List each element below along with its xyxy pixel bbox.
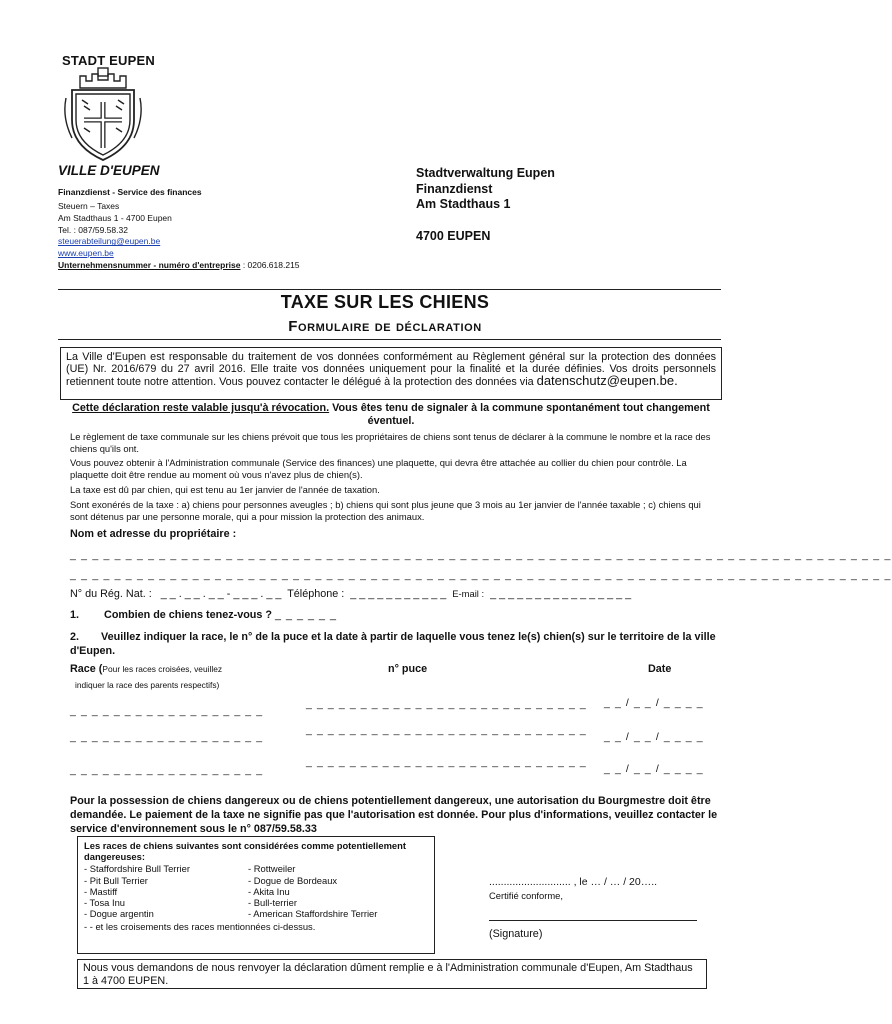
phone-label: Téléphone :	[287, 588, 345, 600]
date-input[interactable]: _ _ / _ _ / _ _ _ _	[604, 697, 704, 709]
coat-of-arms-logo	[62, 68, 144, 162]
recipient-address	[416, 166, 555, 244]
recipient-line: Finanzdienst	[416, 181, 493, 196]
signature-line[interactable]	[489, 920, 697, 921]
info-paragraph: Vous pouvez obtenir à l'Administration communale (Service des finances) une plaquette, qui devra être attachée au collier du chien pour contrôle. La plaquette doit être rendue au moment où vous n'avez plus de chien(s).	[70, 457, 687, 480]
privacy-email: datenschutz@eupen.be.	[536, 373, 678, 388]
page-subtitle: Formulaire de déclaration	[288, 318, 482, 335]
ville-name: VILLE D'EUPEN	[58, 163, 160, 178]
address-line: Am Stadthaus 1 - 4700 Eupen	[58, 212, 172, 223]
validity-rest: Vous êtes tenu de signaler à la commune spontanément tout changement éventuel.	[329, 402, 710, 427]
privacy-notice	[60, 347, 722, 400]
race-input[interactable]: _ _ _ _ _ _ _ _ _ _ _ _ _ _ _ _ _ _	[70, 705, 264, 717]
email-link[interactable]: steuerabteilung@eupen.be	[58, 236, 161, 247]
return-instructions: Nous vous demandons de nous renvoyer la déclaration dûment remplie e à l'Administration communale d'Eupen, Am Stadthaus 1 à 4700 EUPEN.	[77, 959, 707, 989]
validity-underlined: Cette déclaration reste valable jusqu'à révocation.	[72, 402, 330, 414]
reg-input[interactable]: _ _ . _ _ . _ _ - _ _ _ . _ _	[160, 588, 282, 600]
chip-column-header: n° puce	[388, 663, 428, 675]
recipient-line: Stadtverwaltung Eupen	[416, 166, 555, 180]
race-input[interactable]: _ _ _ _ _ _ _ _ _ _ _ _ _ _ _ _ _ _	[70, 764, 264, 776]
place-date-field[interactable]: ............................ , le … / … / 20…..	[489, 876, 658, 888]
recipient-city: 4700 EUPEN	[416, 228, 491, 243]
question-number: 1.	[70, 609, 80, 621]
breed-item: - Bull-terrier	[248, 897, 297, 909]
date-input[interactable]: _ _ / _ _ / _ _ _ _	[604, 731, 704, 743]
question-text: Combien de chiens tenez-vous ?	[104, 609, 272, 621]
breed-item: - Dogue argentin	[84, 908, 154, 920]
dangerous-breeds-box	[77, 836, 435, 954]
breeds-footer: - - et les croisements des races mentionnées ci-dessus.	[84, 921, 316, 933]
breed-item: - Mastiff	[84, 885, 118, 897]
breed-item: - Akita Inu	[248, 885, 290, 897]
signature-label: (Signature)	[489, 928, 543, 940]
date-column-header: Date	[648, 663, 672, 675]
website-link[interactable]: www.eupen.be	[58, 248, 114, 259]
divider	[58, 339, 721, 340]
email-input[interactable]: _ _ _ _ _ _ _ _ _ _ _ _ _ _ _ _	[490, 588, 632, 600]
registration-row	[70, 588, 631, 600]
question-2	[70, 630, 720, 658]
owner-input-line[interactable]: _ _ _ _ _ _ _ _ _ _ _ _ _ _ _ _ _ _ _ _ _ _ _ _ _ _ _ _ _ _ _ _ _ _ _ _ _ _ _ _ _ _ _ _ _ _ _ _ _ _ _ _ _ _ _ _ _ _ _ _ _ _ _ _ _ _ _ _ _ _ _ _ _ _	[70, 549, 892, 561]
chip-input[interactable]: _ _ _ _ _ _ _ _ _ _ _ _ _ _ _ _ _ _ _ _ _ _ _ _ _ _	[306, 756, 587, 768]
breed-item: - Staffordshire Bull Terrier	[84, 863, 190, 875]
divider	[58, 289, 721, 290]
service-name: Finanzdienst - Service des finances	[58, 187, 202, 197]
validity-notice	[60, 402, 722, 428]
privacy-text: La Ville d'Eupen est responsable du traitement de vos données conformément au Règlement général sur la protection des données (UE) Nr. 2016/679 du 27 avril 2016. Elle traite vos données uniquement pour la finalité et la durée définies. Vos droits personnels retiennent toute notre attention. Vous pouvez contacter le délégué à la protection des données via	[66, 351, 716, 388]
owner-label: Nom et adresse du propriétaire :	[70, 528, 237, 540]
breed-item: - Rottweiler	[248, 863, 296, 875]
page-title: TAXE SUR LES CHIENS	[280, 292, 490, 312]
race-note: indiquer la race des parents respectifs)	[75, 680, 220, 690]
address-line: Steuern – Taxes	[58, 201, 120, 211]
city-name: STADT EUPEN	[62, 53, 155, 68]
chip-input[interactable]: _ _ _ _ _ _ _ _ _ _ _ _ _ _ _ _ _ _ _ _ _ _ _ _ _ _	[306, 698, 587, 710]
company-number-label: Unternehmensnummer - numéro d'entreprise	[58, 259, 241, 270]
question-1	[70, 609, 337, 621]
reg-label: N° du Rég. Nat. :	[70, 588, 152, 600]
certified-label: Certifié conforme,	[489, 890, 563, 901]
recipient-line: Am Stadthaus 1	[416, 197, 511, 211]
race-note: Pour les races croisées, veuillez	[102, 664, 223, 674]
owner-input-line[interactable]: _ _ _ _ _ _ _ _ _ _ _ _ _ _ _ _ _ _ _ _ _ _ _ _ _ _ _ _ _ _ _ _ _ _ _ _ _ _ _ _ _ _ _ _ _ _ _ _ _ _ _ _ _ _ _ _ _ _ _ _ _ _ _ _ _ _ _ _ _ _ _ _ _ _	[70, 569, 892, 581]
company-number-value: : 0206.618.215	[240, 259, 300, 270]
address-line: Tel. : 087/59.58.32	[58, 224, 128, 235]
chip-input[interactable]: _ _ _ _ _ _ _ _ _ _ _ _ _ _ _ _ _ _ _ _ _ _ _ _ _ _	[306, 724, 587, 736]
breed-item: - Dogue de Bordeaux	[248, 874, 338, 886]
race-input[interactable]: _ _ _ _ _ _ _ _ _ _ _ _ _ _ _ _ _ _	[70, 731, 264, 743]
sender-address	[58, 201, 300, 272]
email-label: E-mail :	[452, 588, 485, 599]
info-paragraph: Sont exonérés de la taxe : a) chiens pour personnes aveugles ; b) chiens qui sont plus jeune que 3 mois au 1er janvier de l'année taxable ; c) chiens qui sont détenus par une personne morale, qui a pour mission la protection des animaux.	[70, 499, 701, 522]
breeds-heading: Les races de chiens suivantes sont considérées comme potentiellement dangereuses:	[84, 840, 406, 863]
race-column-header	[70, 663, 222, 675]
breed-item: - Tosa Inu	[84, 897, 125, 909]
dog-count-input[interactable]: _ _ _ _ _ _	[275, 609, 338, 621]
phone-input[interactable]: _ _ _ _ _ _ _ _ _ _ _	[350, 588, 447, 600]
info-paragraph: Le règlement de taxe communale sur les chiens prévoit que tous les propriétaires de chiens sont tenus de déclarer à la commune le nombre et la race des chiens qu'ils ont.	[70, 431, 711, 454]
race-label: Race (	[70, 663, 103, 675]
info-paragraph: La taxe est dû par chien, qui est tenu au 1er janvier de l'année de taxation.	[70, 484, 380, 495]
breed-item: - Pit Bull Terrier	[84, 874, 148, 886]
question-number: 2.	[70, 631, 80, 643]
dangerous-dogs-notice: Pour la possession de chiens dangereux ou de chiens potentiellement dangereux, une autorisation du Bourgmestre doit être demandée. Le paiement de la taxe ne signifie pas que l'autorisation est donnée. Pour plus d'informations, veuillez contacter le service d'environnement sous le n° 087/59.58.33	[70, 795, 718, 835]
question-text: Veuillez indiquer la race, le n° de la puce et la date à partir de laquelle vous tenez le(s) chien(s) sur le territoire de la ville d'Eupen.	[70, 631, 716, 657]
breed-item: - American Staffordshire Terrier	[248, 908, 378, 920]
company-number	[58, 260, 300, 272]
date-input[interactable]: _ _ / _ _ / _ _ _ _	[604, 763, 704, 775]
